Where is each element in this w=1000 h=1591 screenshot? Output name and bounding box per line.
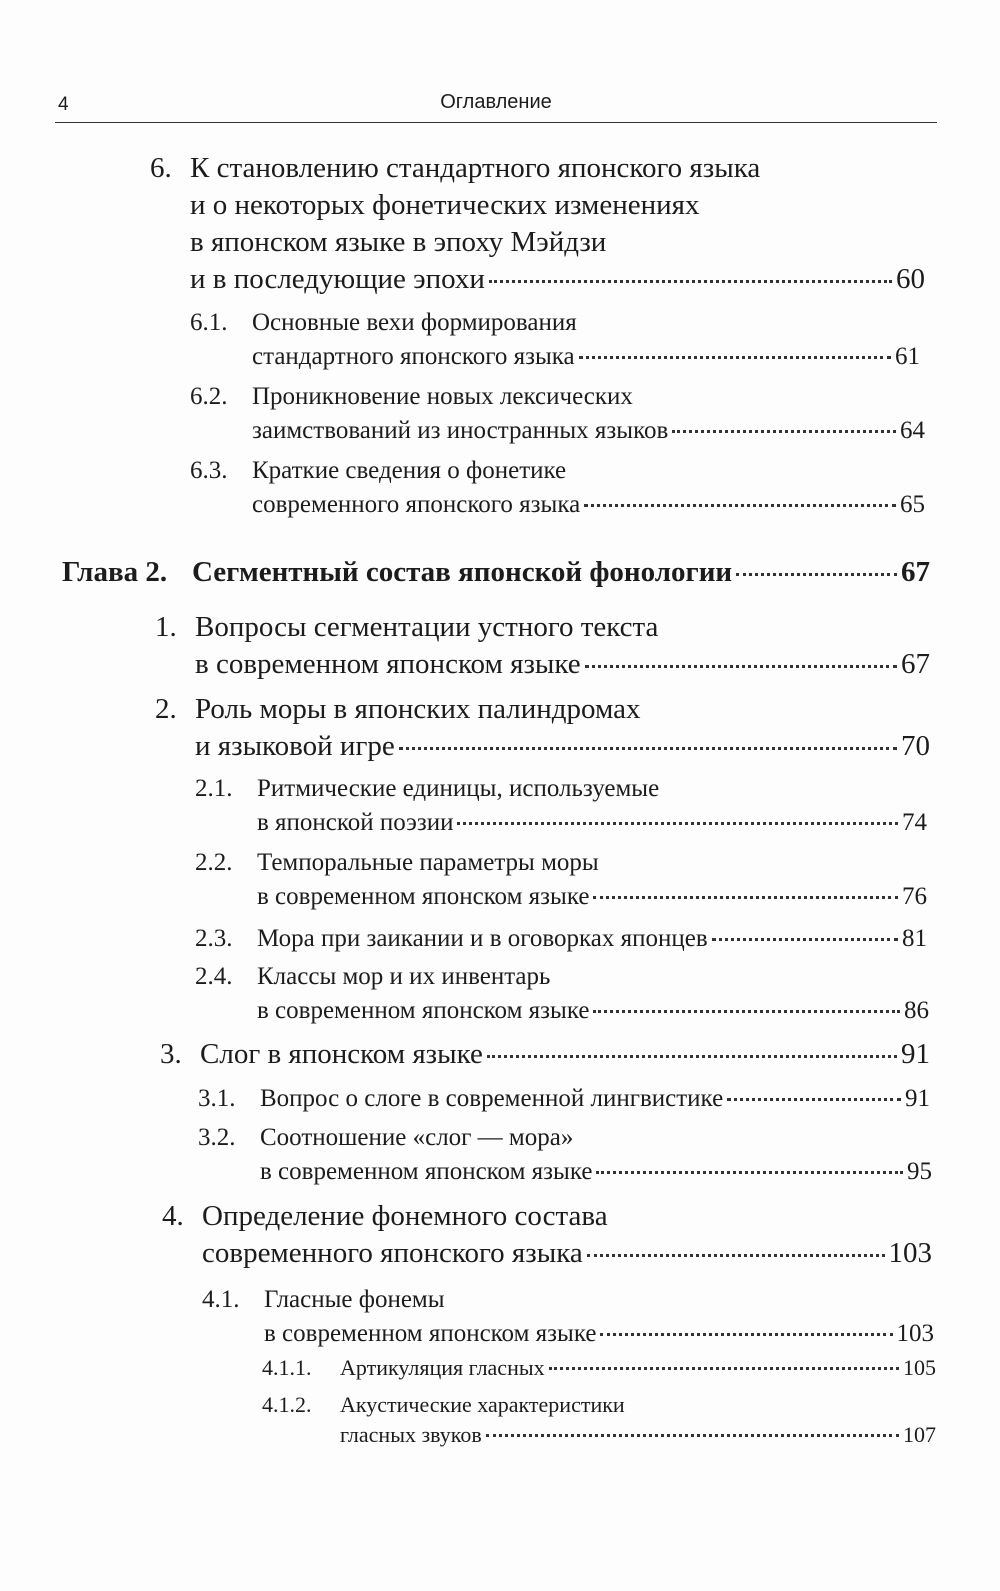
toc-entry-6-2[interactable] [190, 380, 925, 448]
toc-entry-2-1[interactable] [195, 772, 927, 840]
toc-entry-line: Темпоральные параметры моры [257, 849, 599, 876]
toc-entry-number: 2.3. [195, 925, 233, 952]
toc-entry-line: Проникновение новых лексических [252, 383, 633, 410]
dot-leader [600, 1333, 892, 1336]
dot-leader [399, 747, 897, 750]
dot-leader [584, 504, 896, 507]
dot-leader [672, 430, 896, 433]
toc-entry-number: 2.1. [195, 775, 233, 802]
dot-leader [579, 356, 891, 359]
toc-entry-number: 2. [155, 693, 177, 725]
toc-entry-page: 105 [903, 1355, 936, 1380]
toc-entry-page: 65 [900, 491, 925, 518]
dot-leader [585, 665, 897, 668]
toc-entry-number: 2.4. [195, 963, 233, 990]
toc-entry-number: 4.1.2. [262, 1392, 312, 1417]
dot-leader [549, 1367, 899, 1370]
toc-entry-number: 3.1. [198, 1085, 236, 1112]
toc-entry-1[interactable] [155, 609, 930, 683]
toc-entry-line: Слог в японском языке [200, 1038, 483, 1070]
toc-entry-page: 74 [902, 809, 927, 836]
toc-entry-line: стандартного японского языка [252, 343, 575, 370]
toc-entry-line: и о некоторых фонетических изменениях [190, 189, 700, 221]
toc-entry-line: К становлению стандартного японского языка [190, 152, 761, 184]
toc-entry-line: современного японского языка [252, 491, 581, 518]
dot-leader [487, 1055, 897, 1058]
toc-entry-4-1[interactable] [202, 1283, 934, 1351]
toc-entry-line: Роль моры в японских палиндромах [195, 693, 641, 725]
toc-entry-4-1-2[interactable] [262, 1390, 936, 1450]
dot-leader [457, 822, 898, 825]
toc-entry-line: в современном японском языке [195, 648, 581, 680]
toc-entry-line: и языковой игре [195, 730, 395, 762]
toc-entry-6[interactable] [150, 150, 925, 298]
toc-entry-number: 6.2. [190, 383, 228, 410]
toc-entry-number: Глава 2. [62, 556, 168, 588]
toc-chapter-2[interactable] [62, 554, 930, 591]
toc-entry-line: Ритмические единицы, используемые [257, 775, 660, 802]
toc-entry-line: в японской поэзии [257, 809, 454, 836]
dot-leader [596, 1171, 903, 1174]
toc-entry-line: Гласные фонемы [264, 1286, 445, 1313]
dot-leader [489, 280, 892, 283]
toc-entry-number: 6.1. [190, 309, 228, 336]
dot-leader [736, 573, 897, 576]
dot-leader [593, 896, 898, 899]
toc-entry-line: в японском языке в эпоху Мэйдзи [190, 226, 607, 258]
dot-leader [727, 1098, 901, 1101]
toc-entry-line: заимствований из иностранных языков [252, 417, 669, 444]
toc-entry-line: Основные вехи формирования [252, 309, 577, 336]
toc-entry-page: 86 [904, 997, 929, 1024]
dot-leader [587, 1254, 885, 1257]
toc-entry-3[interactable] [160, 1036, 930, 1073]
toc-entry-page: 76 [902, 883, 927, 910]
toc-entry-4-1-1[interactable] [262, 1353, 936, 1383]
toc-entry-page: 91 [901, 1038, 930, 1070]
toc-entry-number: 2.2. [195, 849, 233, 876]
toc-entry-page: 64 [900, 417, 925, 444]
toc-entry-line: Артикуляция гласных [340, 1355, 545, 1380]
toc-entry-number: 6. [150, 152, 172, 184]
toc-entry-page: 67 [901, 556, 930, 588]
toc-entry-line: в современном японском языке [264, 1320, 597, 1347]
toc-entry-page: 103 [888, 1237, 932, 1269]
running-header [55, 86, 937, 123]
toc-entry-page: 67 [901, 648, 930, 680]
toc-entry-line: Вопросы сегментации устного текста [195, 611, 659, 643]
dot-leader [593, 1010, 900, 1013]
toc-entry-4[interactable] [162, 1198, 932, 1272]
toc-entry-line: и в последующие эпохи [190, 263, 485, 295]
toc-entry-line: в современном японском языке [260, 1158, 593, 1185]
toc-entry-page: 103 [896, 1320, 934, 1347]
header-title: Оглавление [440, 91, 552, 113]
toc-entry-6-3[interactable] [190, 454, 925, 522]
toc-entry-number: 3. [160, 1038, 182, 1070]
toc-entry-page: 81 [902, 925, 927, 952]
toc-entry-line: в современном японском языке [257, 997, 590, 1024]
dot-leader [486, 1434, 899, 1437]
toc-entry-line: современного японского языка [202, 1237, 583, 1269]
toc-entry-2-2[interactable] [195, 846, 927, 914]
toc-entry-number: 3.2. [198, 1124, 236, 1151]
dot-leader [712, 938, 898, 941]
toc-entry-2-4[interactable] [195, 960, 929, 1028]
toc-entry-6-1[interactable] [190, 306, 920, 374]
toc-entry-3-2[interactable] [198, 1121, 932, 1189]
toc-entry-line: Вопрос о слоге в современной лингвистике [260, 1085, 724, 1112]
toc-entry-line: Краткие сведения о фонетике [252, 457, 567, 484]
toc-entry-line: в современном японском языке [257, 883, 590, 910]
toc-entry-page: 95 [907, 1158, 932, 1185]
toc-entry-line: гласных звуков [340, 1422, 482, 1447]
toc-entry-page: 60 [896, 263, 925, 295]
toc-entry-number: 4.1.1. [262, 1355, 312, 1380]
toc-entry-line: Акустические характеристики [340, 1392, 625, 1417]
toc-entry-page: 70 [901, 730, 930, 762]
toc-entry-2-3[interactable] [195, 922, 927, 956]
toc-entry-number: 4.1. [202, 1286, 240, 1313]
toc-entry-page: 61 [895, 343, 920, 370]
toc-entry-2[interactable] [155, 691, 930, 765]
toc-entry-line: Соотношение «слог — мора» [260, 1124, 574, 1151]
toc-entry-line: Сегментный состав японской фонологии [192, 556, 733, 588]
toc-entry-number: 6.3. [190, 457, 228, 484]
toc-entry-number: 1. [155, 611, 177, 643]
toc-entry-line: Мора при заикании и в оговорках японцев [257, 925, 708, 952]
toc-entry-line: Определение фонемного состава [202, 1200, 608, 1232]
toc-entry-page: 91 [905, 1085, 930, 1112]
toc-entry-line: Классы мор и их инвентарь [257, 963, 551, 990]
toc-entry-number: 4. [162, 1200, 184, 1232]
page-number: 4 [58, 94, 69, 115]
toc-entry-3-1[interactable] [198, 1082, 930, 1116]
toc-entry-page: 107 [903, 1422, 936, 1447]
